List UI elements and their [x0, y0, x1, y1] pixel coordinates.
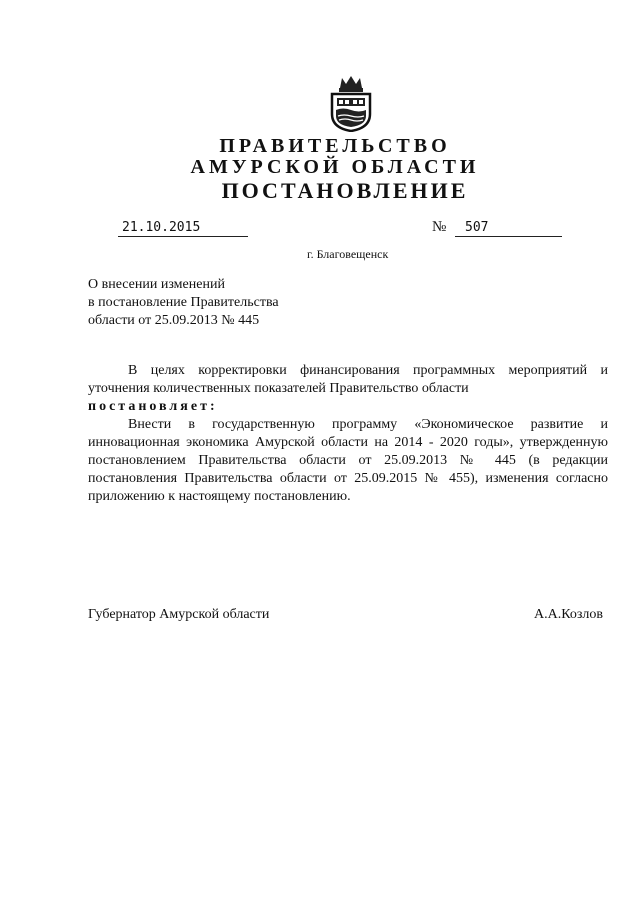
document-date: 21.10.2015	[118, 220, 248, 237]
document-number: 507	[455, 220, 562, 237]
preamble-paragraph: В целях корректировки финансирования программных мероприятий и уточнения количественных показателей Правительство области	[88, 363, 608, 396]
document-subject	[88, 276, 279, 330]
signatory-name: А.А.Козлов	[534, 607, 603, 622]
subject-line: О внесении изменений	[88, 277, 225, 292]
government-title-line-2: АМУРСКОЙ ОБЛАСТИ	[190, 156, 480, 178]
government-title-line-1: ПРАВИТЕЛЬСТВО	[219, 135, 451, 157]
city-name: г. Благовещенск	[307, 247, 389, 261]
signatory-role: Губернатор Амурской области	[88, 607, 270, 622]
number-label: №	[432, 219, 447, 235]
subject-line: области от 25.09.2013 № 445	[88, 313, 260, 328]
document-body	[88, 362, 608, 506]
document-type-title: ПОСТАНОВЛЕНИЕ	[221, 178, 469, 203]
clause-paragraph: Внести в государственную программу «Экономическое развитие и инновационная экономика Амурской области на 2014 - 2020 годы», утвержденную постановлением Правительства области от 25.09.2013 № 445 (в редакции постановления Правительства области от 25.09.2015 № 455), изменения согласно приложению к настоящему постановлению.	[88, 417, 608, 504]
subject-line: в постановление Правительства	[88, 295, 279, 310]
coat-of-arms-icon	[328, 74, 374, 132]
resolves-word: постановляет:	[88, 399, 218, 414]
